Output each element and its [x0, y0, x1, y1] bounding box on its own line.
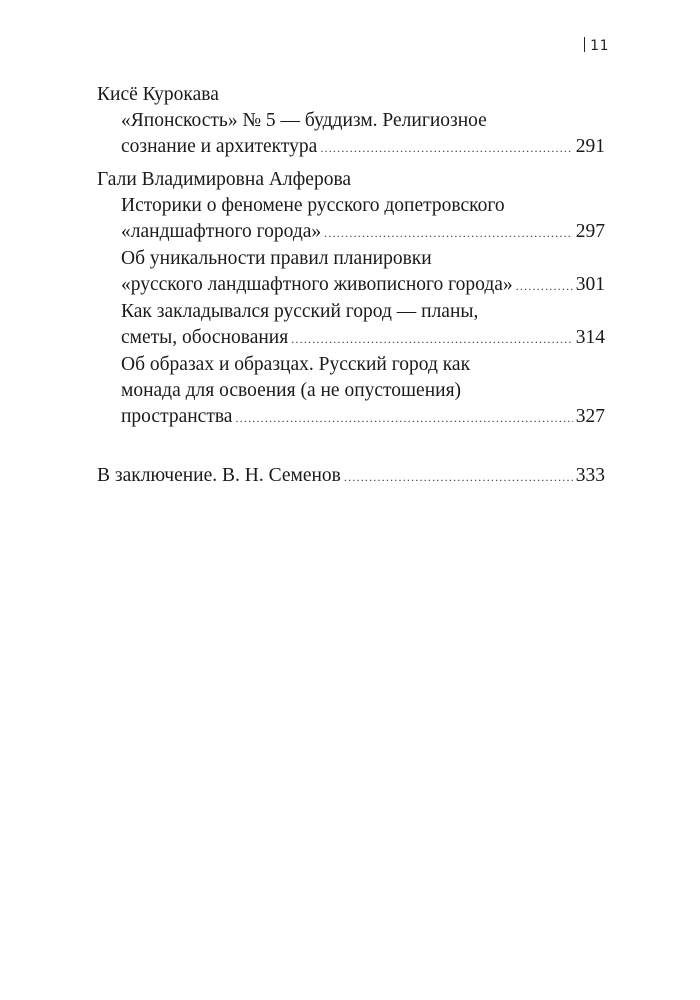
toc-entry-last-line [121, 404, 605, 431]
toc-entry[interactable] [97, 193, 605, 246]
toc-page-number: 327 [575, 406, 605, 427]
dot-leader [235, 405, 572, 431]
toc-entry-last-line [121, 325, 605, 352]
page-number: 11 [590, 38, 609, 54]
dot-leader [320, 135, 572, 161]
toc-entry-title-line: Об образах и образцах. Русский город как [121, 354, 471, 375]
toc-entry-title-line: Об уникальности правил планировки [121, 248, 432, 269]
running-head-page-number [584, 37, 609, 54]
toc-entry-last-line [121, 134, 605, 161]
dot-leader [344, 464, 573, 490]
toc-author: Гали Владимировна Алферова [97, 169, 352, 190]
toc-entry-title-line: Историки о феномене русского допетровского [121, 195, 505, 216]
toc-entry-title-line: Как закладывался русский город — планы, [121, 301, 479, 322]
toc-entry-title-line: «Японскость» № 5 — буддизм. Религиозное [121, 110, 487, 131]
toc-section-alferova [97, 167, 605, 431]
toc-entry-title-line: «русского ландшафтного живописного города» [121, 274, 513, 295]
toc-entry-title-line: «ландшафтного города» [121, 221, 322, 242]
toc-entry-last-line [121, 219, 605, 246]
toc-section-kurokawa [97, 82, 605, 161]
toc-entry-last-line [97, 463, 605, 490]
toc-closing-title: В заключение. В. Н. Семенов [97, 465, 341, 486]
toc-entry-title-line: сметы, обоснования [121, 327, 289, 348]
toc-entry[interactable] [97, 352, 605, 431]
toc-page-number: 297 [575, 221, 605, 242]
toc-entry[interactable] [97, 246, 605, 299]
dot-leader [516, 273, 573, 299]
dot-leader [324, 220, 573, 246]
toc-page-number: 314 [575, 327, 605, 348]
table-of-contents [97, 82, 605, 490]
toc-entry-last-line [121, 272, 605, 299]
toc-entry-title-line: сознание и архитектура [121, 136, 318, 157]
toc-page-number: 291 [575, 136, 605, 157]
toc-entry[interactable] [97, 299, 605, 352]
toc-closing-entry[interactable] [97, 463, 605, 490]
dot-leader [291, 326, 573, 352]
toc-author: Кисё Курокава [97, 84, 219, 105]
toc-entry[interactable] [97, 108, 605, 161]
toc-entry-title-line: пространства [121, 406, 233, 427]
toc-page-number: 333 [575, 465, 605, 486]
toc-page-number: 301 [575, 274, 605, 295]
toc-entry-title-line: монада для освоения (а не опустошения) [121, 380, 462, 401]
running-head-rule [584, 37, 585, 52]
